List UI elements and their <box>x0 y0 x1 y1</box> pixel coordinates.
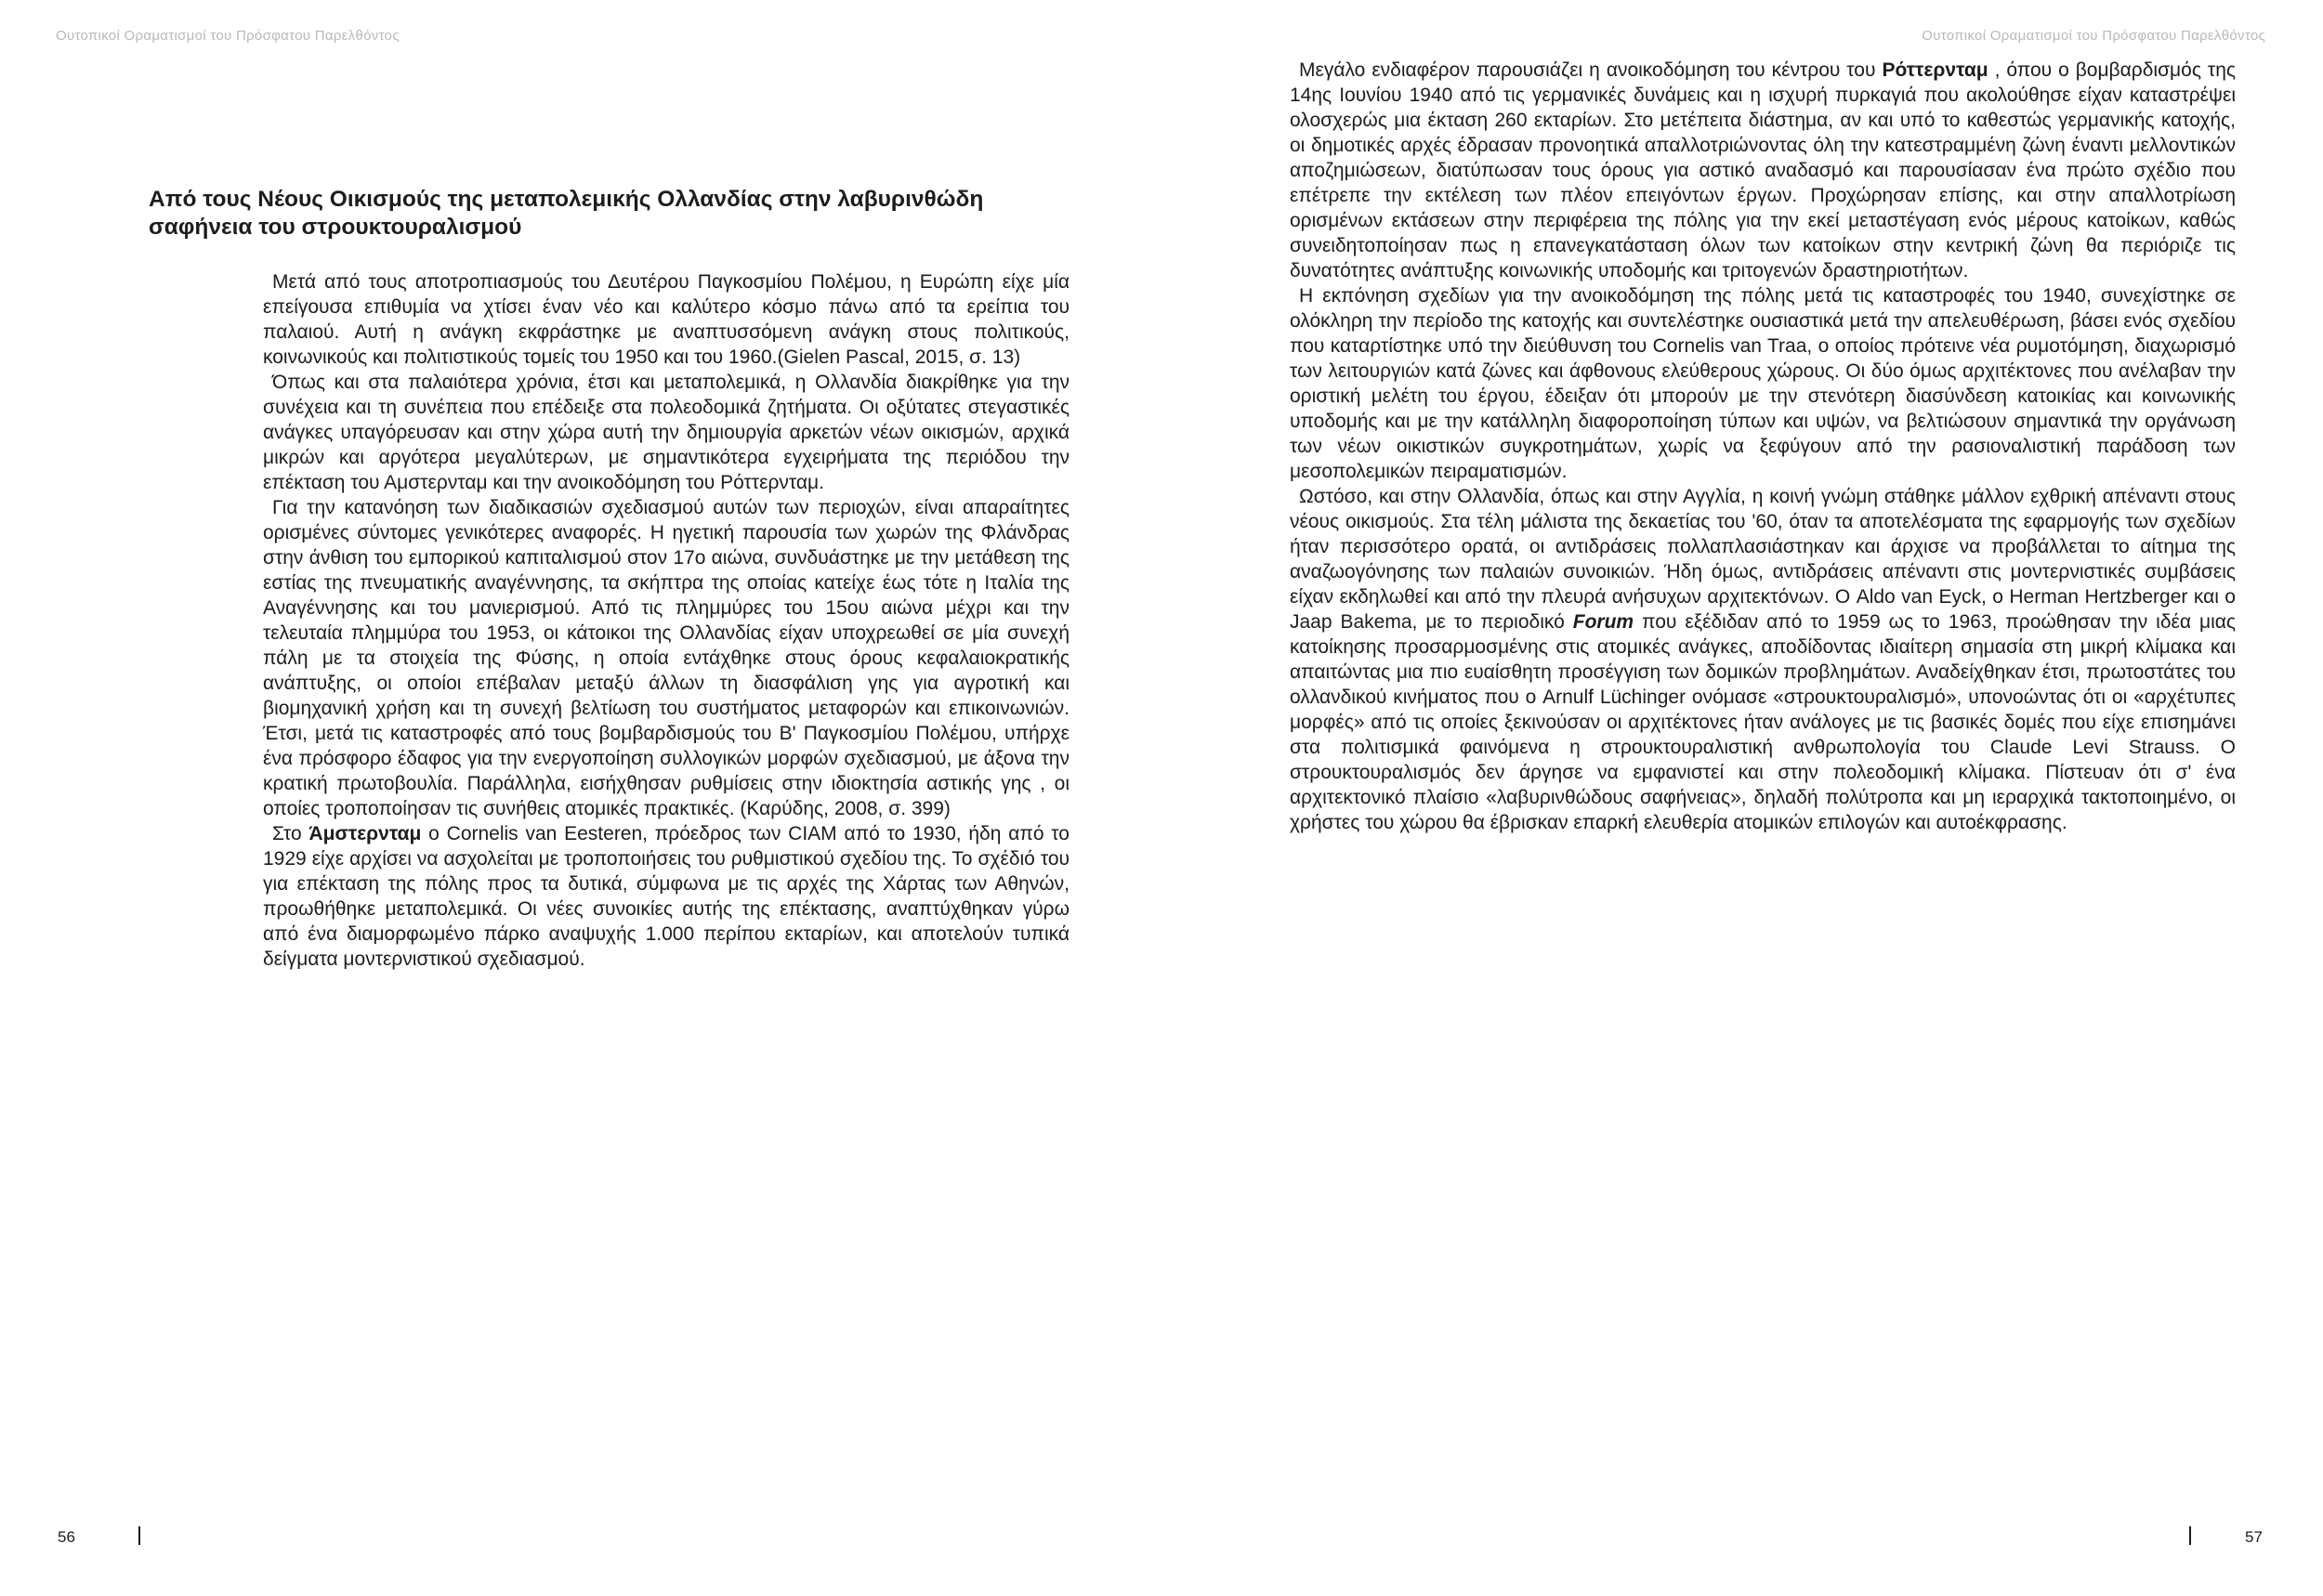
page-number-right: 57 <box>2245 1528 2263 1546</box>
running-header-left: Ουτοπικοί Οραματισμοί του Πρόσφατου Παρελθόντος <box>56 28 400 44</box>
body-paragraph: Στο Άμστερνταμ ο Cornelis van Eesteren, πρόεδρος των CIAM από το 1930, ήδη από το 1929 είχε αρχίσει να ασχολείται με τροποποιήσεις του ρυθμιστικού σχεδίου της. Το σχέδιό του για επέκταση της πόλης προς τα δυτικά, σύμφωνα με τις αρχές της Χάρτας των Αθηνών, προωθήθηκε μεταπολεμικά. Οι νέες συνοικίες αυτής της επέκτασης, αναπτύχθηκαν γύρω από ένα διαμορφωμένο πάρκο αναψυχής 1.000 περίπου εκταρίων, και αποτελούν τυπικά δείγματα μοντερνιστικού σχεδιασμού. <box>263 823 1070 970</box>
folio-rule-left <box>138 1526 140 1545</box>
body-paragraph: Μεγάλο ενδιαφέρον παρουσιάζει η ανοικοδόμηση του κέντρου του Ρόττερνταμ , όπου ο βομβαρδισμός της 14ης Ιουνίου 1940 από τις γερμανικές δυνάμεις και η ισχυρή πυρκαγιά που ακολούθησε είχαν καταστρέψει ολοσχερώς μια έκταση 260 εκταρίων. Στο μετέπειτα διάστημα, αν και υπό το καθεστώς γερμανικής κατοχής, οι δημοτικές αρχές έδρασαν προνοητικά απαλλοτριώνοντας όλη την κατεστραμμένη ζώνη έναντι μελλοντικών αποζημιώσεων, διατύπωσαν τους όρους για αστικό αναδασμό και παρουσίασαν ένα πρώτο σχέδιο που επέτρεπε την εκτέλεση των πλέον επειγόντων έργων. Προχώρησαν επίσης, και στην απαλλοτρίωση ορισμένων εκτάσεων στην περιφέρεια της πόλης για την εκεί μεταστέγαση ενός μέρους κατοίκων, καθώς συνειδητοποίησαν πως η επανεγκατάσταση όλων των κατοίκων στην κεντρική ζώνη θα περιόριζε τις δυνατότητες ανάπτυξης κοινωνικής υποδομής και τριτογενών δραστηριοτήτων. <box>1290 59 2236 281</box>
body-paragraph: Η εκπόνηση σχεδίων για την ανοικοδόμηση της πόλης μετά τις καταστροφές του 1940, συνεχίστηκε σε ολόκληρη την περίοδο της κατοχής και συντελέστηκε ουσιαστικά μετά την απελευθέρωση, βάσει ενός σχεδίου που καταρτίστηκε υπό την διεύθυνση του Cornelis van Traa, ο οποίος πρότεινε νέα ρυμοτόμηση, διαχωρισμό των λειτουργιών κατά ζώνες και άφθονους ελεύθερους χώρους. Οι δύο όμως αρχιτέκτονες που ανέλαβαν την οριστική μελέτη του έργου, έδειξαν ότι μπορούν με την στενότερη διασύνδεση κατοικίας και κοινωνικής υποδομής και με την κατάλληλη διαφοροποίηση τύπων και υψών, να βελτιώσουν σημαντικά την οργάνωση των νέων οικιστικών συγκροτημάτων, χωρίς να ξεφύγουν από την ρασιοναλιστική παράδοση των μεσοπολεμικών πειραματισμών. <box>1290 285 2236 482</box>
right-text-column <box>1290 58 2236 835</box>
body-paragraph: Όπως και στα παλαιότερα χρόνια, έτσι και μεταπολεμικά, η Ολλανδία διακρίθηκε για την συνέχεια και τη συνέπεια που επέδειξε στα πολεοδομικά ζητήματα. Οι οξύτατες στεγαστικές ανάγκες υπαγόρευσαν και στην χώρα αυτή την δημιουργία αρκετών νέων οικισμών, αρχικά μικρών και αργότερα μεγαλύτερων, με σημαντικότερα εγχειρήματα της περιόδου την επέκταση του Αμστερνταμ και την ανοικοδόμηση του Ρόττερνταμ. <box>263 372 1070 493</box>
body-paragraph: Για την κατανόηση των διαδικασιών σχεδιασμού αυτών των περιοχών, είναι απαραίτητες ορισμένες σύντομες γενικότερες αναφορές. Η ηγετική παρουσία των χωρών της Φλάνδρας στην άνθιση του εμπορικού καπιταλισμού στον 17ο αιώνα, συνδυάστηκε με την μετάθεση της εστίας της πνευματικής αναγέννησης, τα σκήπτρα της οποίας κατείχε έως τότε η Ιταλία της Αναγέννησης και του μανιερισμού. Από τις πλημμύρες του 15ου αιώνα μέχρι και την τελευταία πλημμύρα του 1953, οι κάτοικοι της Ολλανδίας είχαν υποχρεωθεί σε μία συνεχή πάλη με τα στοιχεία της Φύσης, η οποία εντάχθηκε στους όρους κεφαλαιοκρατικής ανάπτυξης, οι οποίοι επέβαλαν μεταξύ άλλων τη διασφάλιση γης για αγροτική και βιομηχανική χρήση και τη συνεχή βελτίωση του συστήματος μεταφορών και επικοινωνιών. Έτσι, μετά τις καταστροφές από τους βομβαρδισμούς του Β' Παγκοσμίου Πολέμου, υπήρχε ένα πρόσφορο έδαφος για την ενεργοποίηση συλλογικών μορφών σχεδιασμού, με άξονα την κρατική πρωτοβουλία. Παράλληλα, εισήχθησαν ρυθμίσεις στην ιδιοκτησία αστικής γης , οι οποίες τροποποίησαν τις συνήθεις ατομικές πρακτικές. (Καρύδης, 2008, σ. 399) <box>263 497 1070 819</box>
page-number-left: 56 <box>58 1528 75 1546</box>
folio-rule-right <box>2189 1526 2191 1545</box>
article-heading: Από τους Νέους Οικισμούς της μεταπολεμικής Ολλανδίας στην λαβυρινθώδη σαφήνεια του στρουκτουραλισμού <box>149 187 984 240</box>
body-paragraph: Ωστόσο, και στην Ολλανδία, όπως και στην Αγγλία, η κοινή γνώμη στάθηκε μάλλον εχθρική απέναντι στους νέους οικισμούς. Στα τέλη μάλιστα της δεκαετίας του '60, όταν τα αποτελέσματα της εφαρμογής των σχεδίων ήταν περισσότερο ορατά, οι αντιδράσεις πολλαπλασιάστηκαν και άρχισε να προβάλλεται το αίτημα της αναζωογόνησης των παλαιών συνοικιών. Ήδη όμως, αντιδράσεις απέναντι στις μοντερνιστικές συμβάσεις είχαν εκδηλωθεί και από την πλευρά ανήσυχων αρχιτεκτόνων. Ο Aldo van Eyck, ο Herman Hertzberger και ο Jaap Bakema, με το περιοδικό Forum που εξέδιδαν από το 1959 ως το 1963, προώθησαν την ιδέα μιας κατοίκησης προσαρμοσμένης στις ατομικές ανάγκες, αποδίδοντας ιδιαίτερη σημασία στη μικρή κλίμακα και απαιτώντας μια πιο ευαίσθητη προσέγγιση των δομικών προβλημάτων. Αναδείχθηκαν έτσι, πρωτοστάτες του ολλανδικού κινήματος που ο Arnulf Lüchinger ονόμασε «στρουκτουραλισμό», υπονοώντας ότι οι «αρχέτυπες μορφές» από τις οποίες ξεκινούσαν οι αρχιτέκτονες ήταν ανάλογες με τις βασικές δομές που είχε επισημάνει στα πολιτισμικά φαινόμενα η στρουκτουραλιστική ανθρωπολογία του Claude Levi Strauss. Ο στρουκτουραλισμός δεν άργησε να εμφανιστεί και στην πολεοδομική κλίμακα. Πίστευαν ότι σ' ένα αρχιτεκτονικό πλαίσιο «λαβυρινθώδους σαφήνειας», δηλαδή πολύτροπα και μη ιεραρχικά τακτοποιημένο, οι χρήστες του χώρου θα έβρισκαν επαρκή ελευθερία ατομικών επιλογών και αυτοέκφρασης. <box>1290 486 2236 833</box>
body-paragraph: Μετά από τους αποτροπιασμούς του Δευτέρου Παγκοσμίου Πολέμου, η Ευρώπη είχε μία επείγουσα επιθυμία να χτίσει έναν νέο και καλύτερο κόσμο πάνω από τα ερείπια του παλαιού. Αυτή η ανάγκη εκφράστηκε με αναπτυσσόμενη ανάγκη στους πολιτικούς, κοινωνικούς και πολιτιστικούς τομείς του 1950 και του 1960.(Gielen Pascal, 2015, σ. 13) <box>263 271 1070 368</box>
left-text-column <box>263 269 1070 972</box>
running-header-right: Ουτοπικοί Οραματισμοί του Πρόσφατου Παρελθόντος <box>1922 28 2265 44</box>
